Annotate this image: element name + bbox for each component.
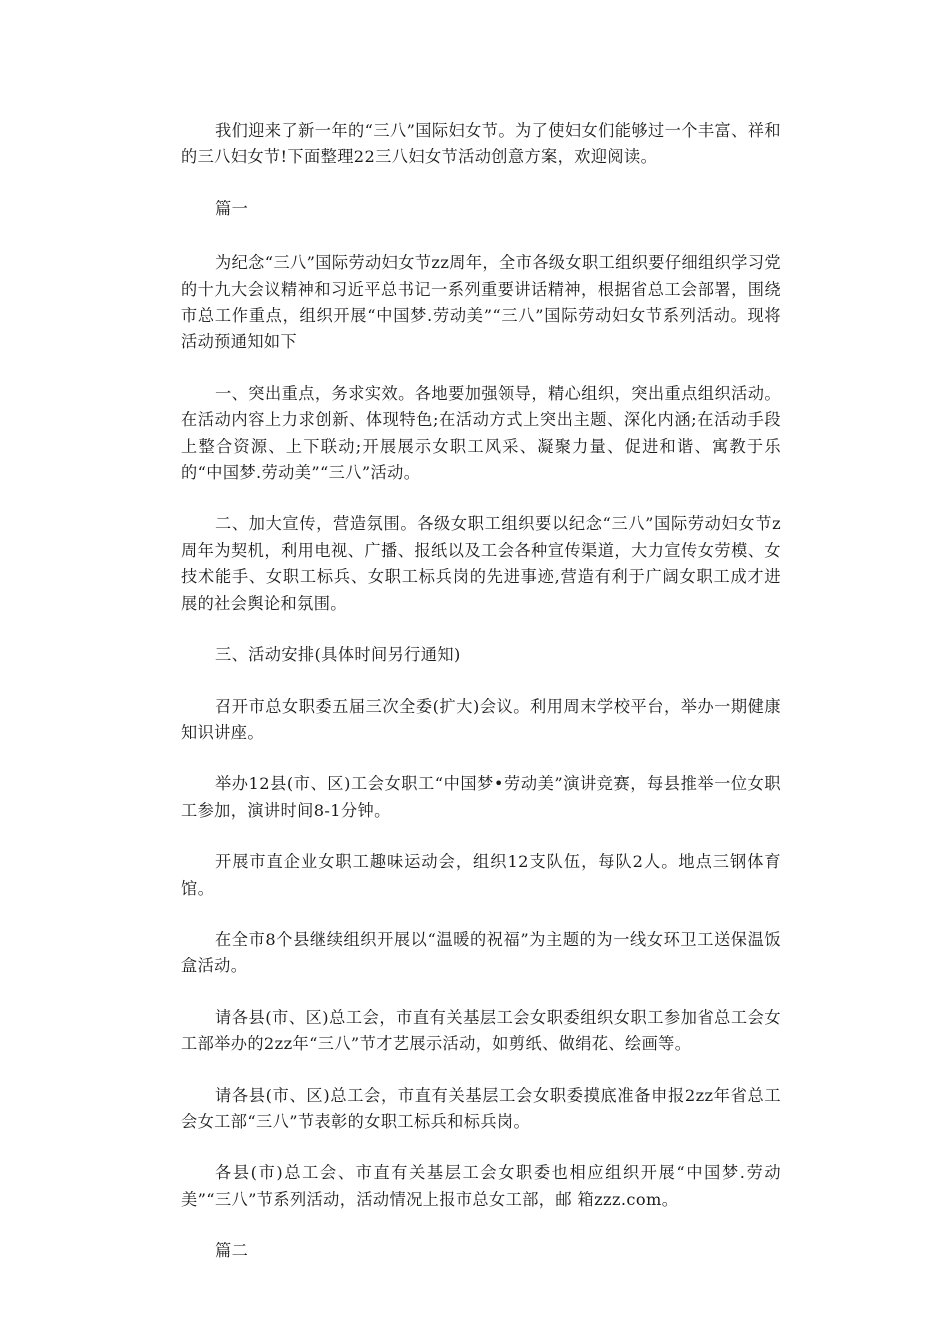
subsection-heading: 三、活动安排(具体时间另行通知) — [215, 645, 461, 665]
body-paragraph: 举办12县(市、区)工会女职工“中国梦•劳动美”演讲竞赛，每县推举一位女职工参加，演讲时间8-1分钟。 — [181, 774, 781, 820]
body-paragraph: 一、突出重点，务求实效。各地要加强领导，精心组织，突出重点组织活动。在活动内容上力求创新、体现特色;在活动方式上突出主题、深化内涵;在活动手段上整合资源、上下联动;开展展示女职工风采、凝聚力量、促进和谐、寓教于乐的“中国梦.劳动美”“三八”活动。 — [181, 383, 781, 483]
body-paragraph: 为纪念“三八”国际劳动妇女节zz周年，全市各级女职工组织要仔细组织学习党的十九大会议精神和习近平总书记一系列重要讲话精神，根据省总工会部署，围绕市总工作重点，组织开展“中国梦.劳动美”“三八”国际劳动妇女节系列活动。现将活动预通知如下 — [181, 253, 782, 352]
body-paragraph: 二、加大宣传，营造氛围。各级女职工组织要以纪念“三八”国际劳动妇女节z周年为契机，利用电视、广播、报纸以及工会各种宣传渠道，大力宣传女劳模、女技术能手、女职工标兵、女职工标兵岗的先进事迹,营造有利于广阔女职工成才进展的社会舆论和氛围。 — [181, 514, 781, 613]
document-body — [181, 118, 781, 1293]
section-heading-part-two: 篇二 — [215, 1241, 249, 1261]
section-heading-part-one: 篇一 — [215, 198, 249, 218]
body-paragraph: 召开市总女职委五届三次全委(扩大)会议。利用周末学校平台，举办一期健康知识讲座。 — [181, 696, 781, 742]
body-paragraph: 开展市直企业女职工趣味运动会，组织12支队伍，每队2人。地点三钢体育馆。 — [181, 852, 781, 898]
intro-paragraph: 我们迎来了新一年的“三八”国际妇女节。为了使妇女们能够过一个丰富、祥和的三八妇女节!下面整理22三八妇女节活动创意方案，欢迎阅读。 — [181, 121, 781, 167]
body-paragraph: 各县(市)总工会、市直有关基层工会女职委也相应组织开展“中国梦.劳动美”“三八”节系列活动，活动情况上报市总女工部，邮 箱zzz.com。 — [181, 1163, 781, 1209]
body-paragraph: 在全市8个县继续组织开展以“温暖的祝福”为主题的为一线女环卫工送保温饭盒活动。 — [181, 929, 781, 976]
body-paragraph: 请各县(市、区)总工会，市直有关基层工会女职委组织女职工参加省总工会女工部举办的2zz年“三八”节才艺展示活动，如剪纸、做绢花、绘画等。 — [181, 1007, 781, 1054]
body-paragraph: 请各县(市、区)总工会，市直有关基层工会女职委摸底准备申报2zz年省总工会女工部“三八”节表彰的女职工标兵和标兵岗。 — [181, 1085, 781, 1131]
